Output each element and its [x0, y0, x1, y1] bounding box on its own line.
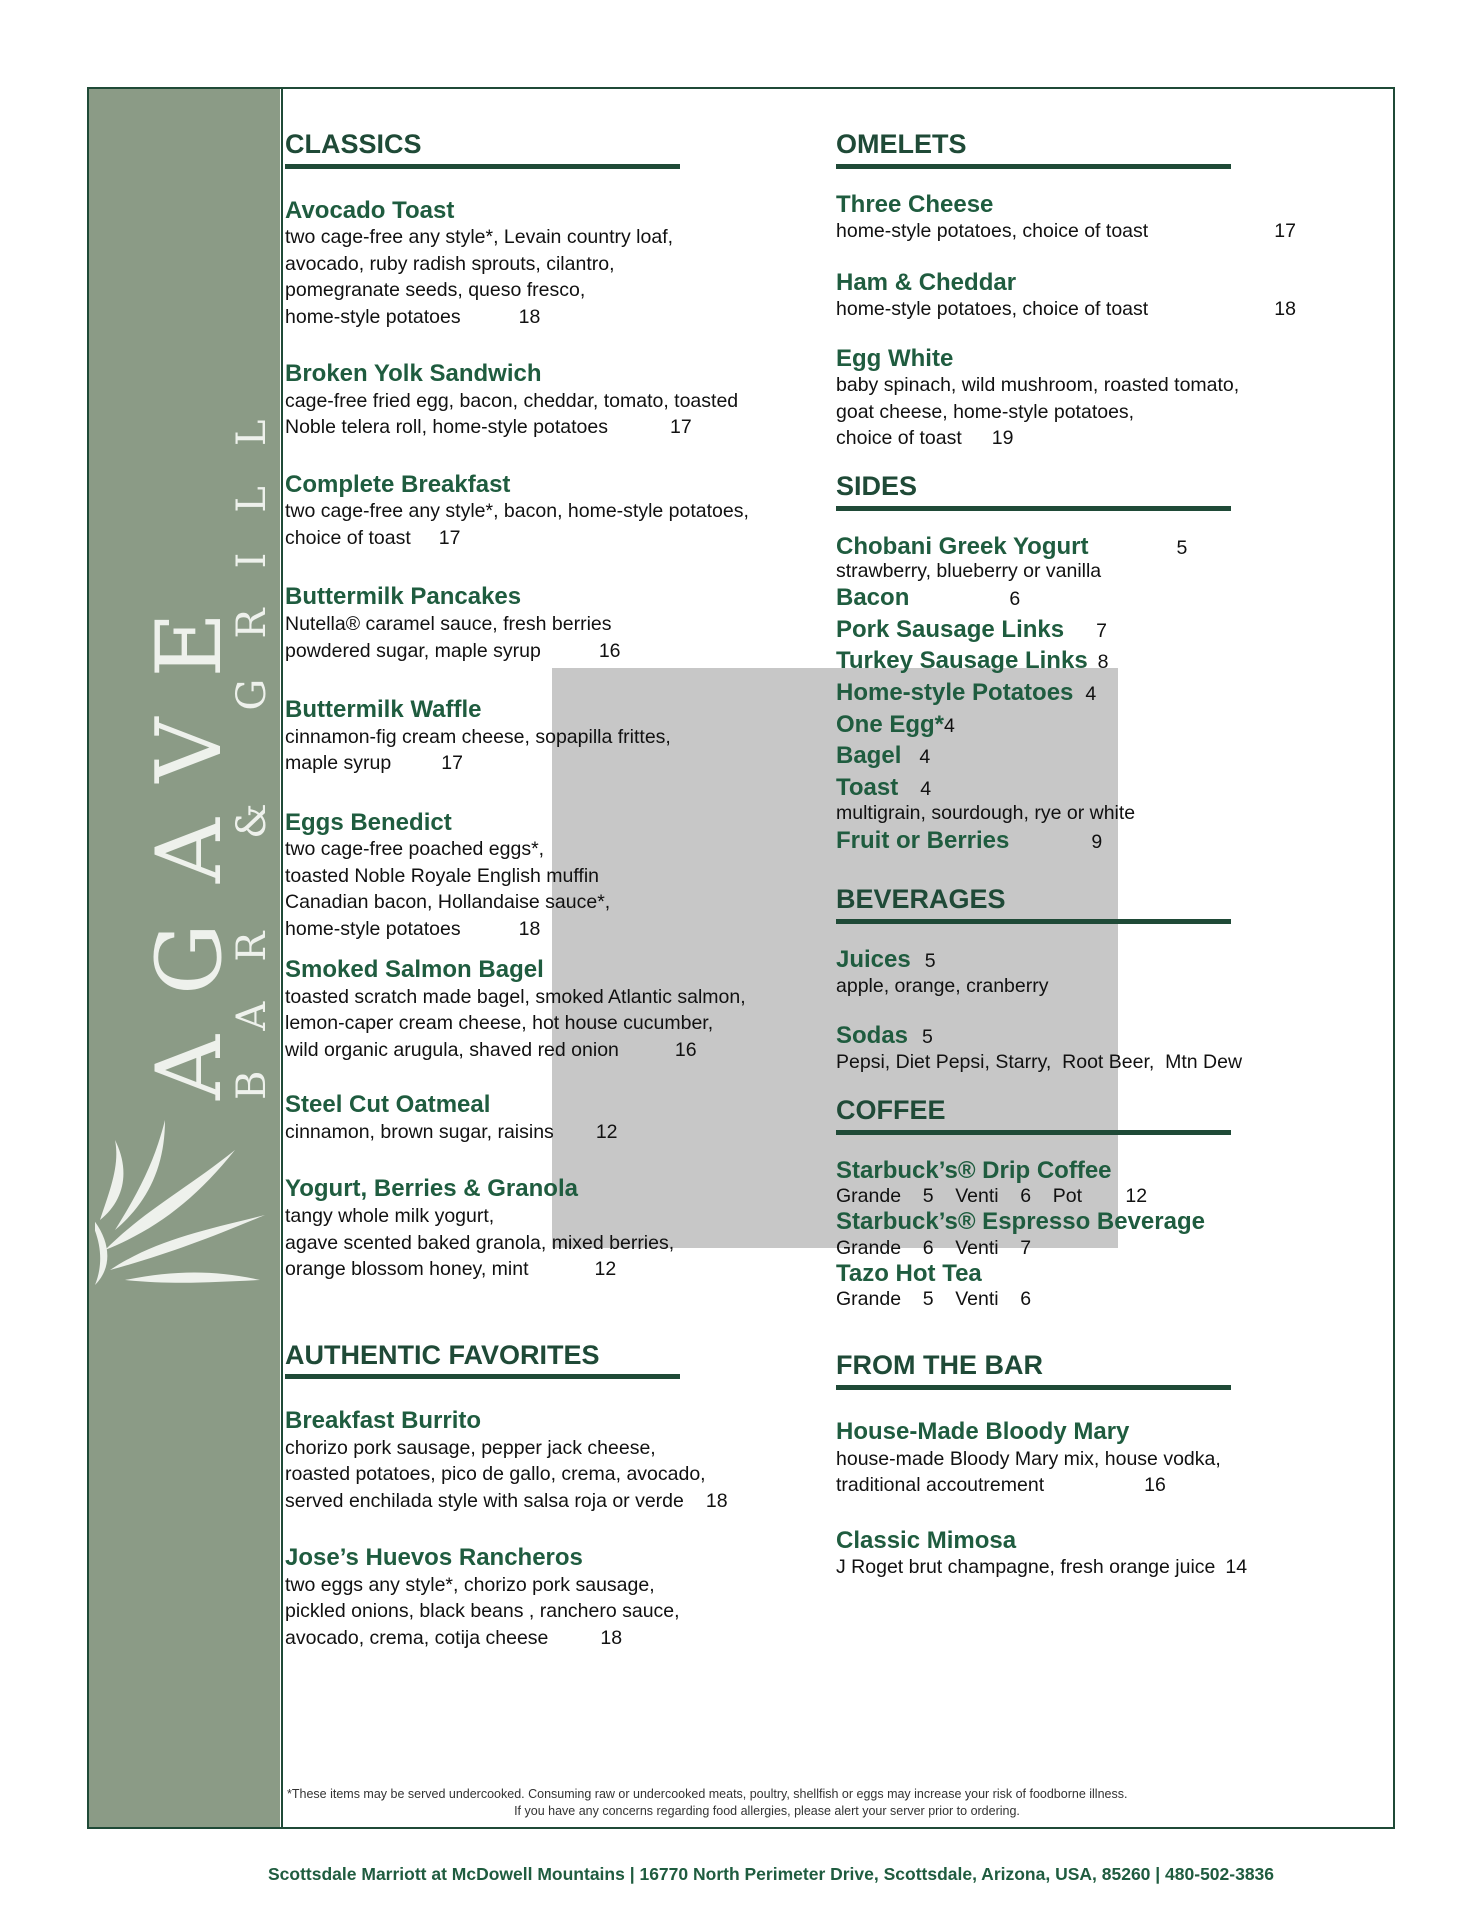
item-price: 4: [919, 746, 931, 769]
item-desc-text: choice of toast: [836, 427, 962, 450]
item-price: 18: [518, 305, 541, 328]
item-price: 12: [594, 1258, 617, 1281]
item-name-text: Juices: [836, 945, 911, 973]
item-desc: [285, 638, 825, 665]
section-rule: [836, 506, 1231, 511]
item-desc-text: Noble telera roll, home-style potatoes: [285, 416, 608, 439]
item-desc: [285, 750, 825, 777]
menu-item-bacon: [836, 584, 1336, 612]
item-name: Egg White: [836, 344, 954, 372]
menu-item-pork-sausage: [836, 616, 1336, 644]
item-price: 9: [1091, 831, 1103, 854]
item-name: House-Made Bloody Mary: [836, 1418, 1130, 1446]
item-name: Breakfast Burrito: [285, 1407, 482, 1435]
menu-item-rancheros: [285, 1544, 825, 1651]
item-name: Buttermilk Waffle: [285, 696, 482, 724]
item-price: 18: [600, 1626, 623, 1649]
item-name-text: Pork Sausage Links: [836, 615, 1065, 643]
item-desc: [836, 218, 1296, 245]
item-desc: goat cheese, home-style potatoes,: [836, 400, 1135, 423]
item-name: Steel Cut Oatmeal: [285, 1091, 491, 1119]
section-title-sides: SIDES: [836, 470, 918, 501]
menu-item-juices: [836, 946, 1336, 1000]
section-rule: [836, 919, 1231, 924]
item-desc-text: choice of toast: [285, 526, 411, 549]
menu-item-eggs-benedict: [285, 809, 825, 943]
item-name: Tazo Hot Tea: [836, 1259, 982, 1287]
menu-item-yogurt-granola: [285, 1175, 825, 1282]
item-name: Buttermilk Pancakes: [285, 583, 522, 611]
item-desc: toasted Noble Royale English muffin: [285, 864, 599, 887]
item-name: Starbuck’s® Espresso Beverage: [836, 1208, 1205, 1236]
item-desc-text: served enchilada style with salsa roja or verde: [285, 1489, 684, 1512]
item-desc: Canadian bacon, Hollandaise sauce*,: [285, 891, 611, 914]
menu-item-chobani: [836, 533, 1336, 583]
item-desc-text: maple syrup: [285, 752, 392, 775]
item-desc-text: home-style potatoes, choice of toast: [836, 298, 1149, 321]
menu-item-bagel: [836, 742, 1336, 770]
item-desc: strawberry, blueberry or vanilla: [836, 560, 1102, 583]
item-name-text: Bagel: [836, 742, 902, 770]
item-price: 4: [1085, 683, 1097, 706]
section-rule: [836, 164, 1231, 169]
item-name: Starbuck’s® Drip Coffee: [836, 1156, 1112, 1184]
item-desc: pomegranate seeds, queso fresco,: [285, 279, 586, 302]
left-column: [285, 130, 825, 1651]
menu-item-mimosa: [836, 1527, 1336, 1581]
brand-name: AGAVE: [137, 571, 242, 1100]
section-bar: [836, 1351, 1336, 1390]
item-desc: [285, 1488, 825, 1515]
sidebar-divider: [281, 89, 283, 1827]
item-desc: Pepsi, Diet Pepsi, Starry, Root Beer, Mtn Dew: [836, 1051, 1243, 1074]
item-name: [836, 1022, 1336, 1050]
item-desc: baby spinach, wild mushroom, roasted tomato,: [836, 374, 1240, 397]
menu-item-waffle: [285, 696, 825, 777]
menu-item-avocado-toast: [285, 197, 825, 331]
menu-item-broken-yolk: [285, 360, 825, 441]
item-name-text: Bacon: [836, 584, 910, 612]
item-name-text: Home-style Potatoes: [836, 679, 1074, 707]
item-desc: avocado, ruby radish sprouts, cilantro,: [285, 252, 615, 275]
item-name: Classic Mimosa: [836, 1526, 1017, 1554]
item-name: [836, 533, 1336, 561]
item-desc-text: home-style potatoes: [285, 917, 461, 940]
item-name: Eggs Benedict: [285, 808, 452, 836]
item-price: 5: [1176, 536, 1188, 559]
item-desc-text: home-style potatoes: [285, 305, 461, 328]
item-price: 17: [441, 752, 463, 775]
section-coffee: [836, 1096, 1336, 1135]
section-title-classics: CLASSICS: [285, 129, 422, 159]
item-price: 14: [1225, 1556, 1248, 1579]
item-desc: [285, 1119, 825, 1146]
item-desc-text: traditional accoutrement: [836, 1474, 1045, 1497]
menu-item-drip-coffee: [836, 1157, 1336, 1209]
item-name: Smoked Salmon Bagel: [285, 956, 544, 984]
food-safety-footnote: [287, 1786, 1247, 1820]
item-desc: lemon-caper cream cheese, hot house cucumber,: [285, 1012, 714, 1035]
item-desc: cage-free fried egg, bacon, cheddar, tomato, toasted: [285, 389, 739, 412]
item-desc: two cage-free poached eggs*,: [285, 838, 545, 861]
section-beverages: [836, 885, 1336, 924]
item-desc: multigrain, sourdough, rye or white: [836, 802, 1136, 825]
item-desc: Grande 5 Venti 6 Pot 12: [836, 1185, 1148, 1208]
item-price: 4: [920, 777, 932, 800]
item-desc: tangy whole milk yogurt,: [285, 1205, 495, 1228]
item-name-text: Chobani Greek Yogurt: [836, 532, 1089, 560]
menu-item-sodas: [836, 1022, 1336, 1076]
item-desc-text: wild organic arugula, shaved red onion: [285, 1038, 619, 1061]
item-price: 17: [438, 526, 461, 549]
item-desc: [285, 525, 825, 552]
menu-item-home-potatoes: [836, 679, 1336, 707]
item-desc-text: cinnamon, brown sugar, raisins: [285, 1120, 554, 1143]
agave-leaf-logo-icon: [95, 1120, 270, 1295]
item-desc: cinnamon-fig cream cheese, sopapilla frittes,: [285, 725, 671, 748]
section-title-authentic: AUTHENTIC FAVORITES: [285, 1339, 600, 1370]
menu-item-toast: [836, 774, 1336, 802]
section-authentic: [285, 1341, 825, 1380]
menu-item-burrito: [285, 1407, 825, 1514]
brand-subtitle: BAR & GRILL: [229, 379, 275, 1100]
item-desc: chorizo pork sausage, pepper jack cheese,: [285, 1436, 656, 1459]
item-desc: Nutella® caramel sauce, fresh berries: [285, 613, 612, 636]
item-desc-text: orange blossom honey, mint: [285, 1258, 529, 1281]
section-sides: [836, 472, 1336, 511]
item-desc-text: avocado, crema, cotija cheese: [285, 1626, 549, 1649]
item-desc: [285, 1625, 825, 1652]
footnote-line: If you have any concerns regarding food allergies, please alert your server prior to ordering.: [514, 1804, 1020, 1818]
item-desc-text: J Roget brut champagne, fresh orange juice: [836, 1556, 1216, 1579]
item-desc: two cage-free any style*, bacon, home-style potatoes,: [285, 500, 749, 523]
item-price: 16: [1144, 1474, 1166, 1497]
item-desc: apple, orange, cranberry: [836, 975, 1049, 998]
menu-item-hot-tea: [836, 1260, 1336, 1312]
item-price: 5: [924, 949, 936, 972]
item-price: 16: [674, 1038, 697, 1061]
item-desc: roasted potatoes, pico de gallo, crema, avocado,: [285, 1463, 706, 1486]
item-name-text: Turkey Sausage Links: [836, 647, 1088, 675]
hotel-address: Scottsdale Marriott at McDowell Mountains | 16770 North Perimeter Drive, Scottsdale, Arizona, USA, 85260 | 480-502-3836: [268, 1864, 1275, 1884]
item-desc: toasted scratch made bagel, smoked Atlantic salmon,: [285, 985, 746, 1008]
section-title-omelets: OMELETS: [836, 129, 967, 159]
menu-item-pancakes: [285, 583, 825, 664]
item-desc: [285, 916, 825, 943]
menu-item-espresso: [836, 1208, 1336, 1260]
menu-item-bloody-mary: [836, 1418, 1336, 1499]
item-price: 6: [1009, 588, 1021, 611]
item-desc-text: powdered sugar, maple syrup: [285, 639, 541, 662]
menu-item-one-egg: [836, 711, 1336, 739]
item-price: 18: [705, 1489, 728, 1512]
menu-item-turkey-sausage: [836, 647, 1336, 675]
item-name: Jose’s Huevos Rancheros: [285, 1544, 583, 1572]
menu-item-oatmeal: [285, 1091, 825, 1145]
item-name: Yogurt, Berries & Granola: [285, 1175, 578, 1203]
item-name: Avocado Toast: [285, 196, 455, 224]
menu-item-complete-breakfast: [285, 471, 825, 552]
item-name-text: One Egg*: [836, 710, 945, 738]
item-name: Ham & Cheddar: [836, 268, 1017, 296]
item-desc: agave scented baked granola, mixed berries,: [285, 1231, 675, 1254]
section-title-bar: FROM THE BAR: [836, 1350, 1043, 1381]
item-desc: [836, 1554, 1336, 1581]
item-desc: two cage-free any style*, Levain country loaf,: [285, 226, 674, 249]
item-price: 19: [991, 427, 1014, 450]
right-column: [836, 130, 1336, 1581]
item-price: 16: [598, 639, 621, 662]
item-price: 4: [944, 714, 955, 737]
item-desc: [285, 1256, 825, 1283]
item-desc: [836, 425, 1336, 452]
item-price: 8: [1097, 651, 1109, 674]
item-price: 5: [922, 1025, 933, 1048]
item-price: 17: [1274, 220, 1296, 243]
item-price: 18: [1274, 298, 1296, 321]
section-title-beverages: BEVERAGES: [836, 884, 1006, 914]
menu-item-three-cheese: [836, 191, 1336, 245]
item-desc-text: home-style potatoes, choice of toast: [836, 220, 1149, 243]
item-price: 12: [595, 1120, 618, 1143]
item-price: 18: [518, 917, 541, 940]
section-rule: [285, 1374, 680, 1379]
item-price: 17: [670, 416, 692, 439]
item-price: 7: [1096, 619, 1107, 642]
item-name-text: Toast: [836, 773, 899, 801]
section-rule: [836, 1385, 1231, 1390]
menu-item-egg-white: [836, 345, 1336, 452]
item-desc: house-made Bloody Mary mix, house vodka,: [836, 1447, 1221, 1470]
footnote-line: *These items may be served undercooked. Consuming raw or undercooked meats, poultry, shellfish or eggs may increase your risk of foodborne illness.: [287, 1787, 1128, 1801]
section-title-coffee: COFFEE: [836, 1094, 946, 1125]
item-name: [836, 946, 1336, 974]
item-desc: [285, 1037, 825, 1064]
item-name-text: Fruit or Berries: [836, 827, 1010, 855]
menu-item-ham-cheddar: [836, 269, 1336, 323]
item-desc: [285, 304, 825, 331]
item-name: Complete Breakfast: [285, 470, 511, 498]
item-desc: pickled onions, black beans , ranchero sauce,: [285, 1600, 680, 1623]
section-rule: [285, 164, 680, 169]
menu-item-fruit-berries: [836, 827, 1336, 855]
item-desc: Grande 6 Venti 7: [836, 1236, 1032, 1259]
item-desc: two eggs any style*, chorizo pork sausage,: [285, 1573, 655, 1596]
item-desc: Grande 5 Venti 6: [836, 1288, 1032, 1311]
item-desc: [836, 296, 1296, 323]
section-rule: [836, 1130, 1231, 1135]
item-name-text: Sodas: [836, 1021, 909, 1049]
item-name: Broken Yolk Sandwich: [285, 360, 542, 388]
item-desc: [285, 414, 825, 441]
item-desc: [836, 1472, 1336, 1499]
item-name: Three Cheese: [836, 190, 994, 218]
menu-item-salmon-bagel: [285, 956, 825, 1063]
